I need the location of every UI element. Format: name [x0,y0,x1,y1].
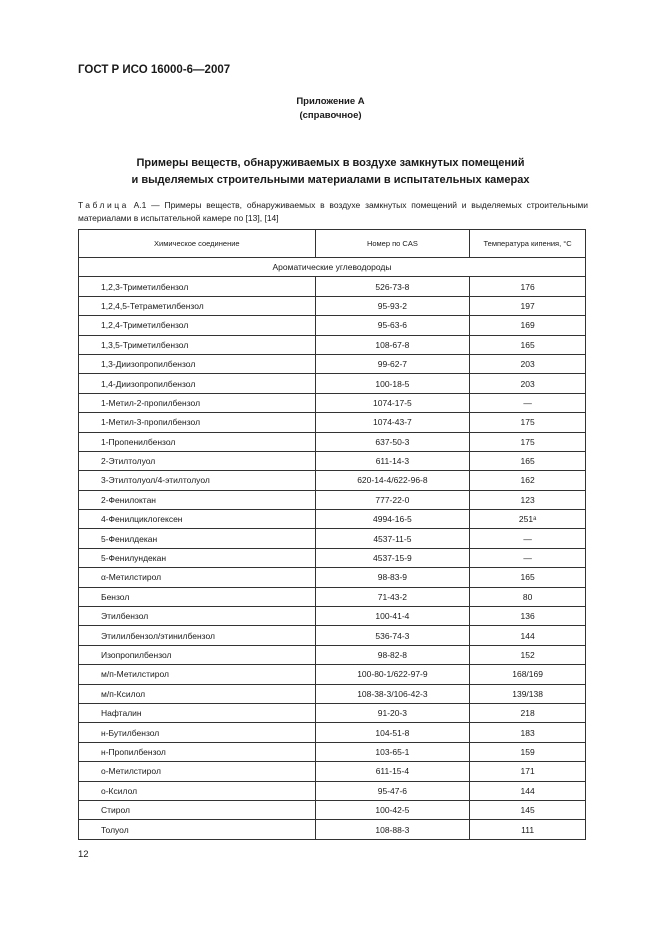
compound-name-cell: Бензол [79,587,316,606]
boiling-point-cell: 136 [470,607,586,626]
group-row [79,258,586,277]
table-row [79,374,586,393]
boiling-point-cell: 251ᵃ [470,510,586,529]
compound-name-cell: Толуол [79,820,316,839]
cas-number-cell: 108-67-8 [315,335,470,354]
boiling-point-cell: 218 [470,703,586,722]
cas-number-cell: 71-43-2 [315,587,470,606]
cas-number-cell: 95-63-6 [315,316,470,335]
table-row [79,645,586,664]
boiling-point-cell: 175 [470,432,586,451]
cas-number-cell: 95-47-6 [315,781,470,800]
compound-name-cell: 4-Фенилциклогексен [79,510,316,529]
caption-label: Таблица [78,200,129,210]
table-row [79,471,586,490]
compound-name-cell: α-Метилстирол [79,568,316,587]
compound-name-cell: Этилбензол [79,607,316,626]
table-row [79,723,586,742]
table-row [79,703,586,722]
table-row [79,820,586,839]
section-title [0,155,661,189]
compound-name-cell: 2-Фенилоктан [79,490,316,509]
boiling-point-cell: 139/138 [470,684,586,703]
cas-number-cell: 536-74-3 [315,626,470,645]
caption-text: А.1 — Примеры веществ, обнаруживаемых в воздухе замкнутых помещений и выделяемых строительными материалами в испытательной камере по [13], [14] [78,200,588,223]
boiling-point-cell: — [470,529,586,548]
compound-name-cell: 1,2,4,5-Тетраметилбензол [79,296,316,315]
table-row [79,354,586,373]
table-row [79,277,586,296]
group-label: Ароматические углеводороды [79,258,586,277]
boiling-point-cell: 123 [470,490,586,509]
document-header: ГОСТ Р ИСО 16000-6—2007 [78,64,231,76]
table-row [79,335,586,354]
cas-number-cell: 100-18-5 [315,374,470,393]
compound-name-cell: 1,3-Диизопропилбензол [79,354,316,373]
boiling-point-cell: 168/169 [470,665,586,684]
cas-number-cell: 611-15-4 [315,762,470,781]
table-row [79,684,586,703]
boiling-point-cell: 165 [470,451,586,470]
cas-number-cell: 108-88-3 [315,820,470,839]
column-header-compound: Химическое соединение [79,230,316,258]
table-row [79,432,586,451]
boiling-point-cell: 176 [470,277,586,296]
title-line-1: Примеры веществ, обнаруживаемых в воздухе замкнутых помещений [136,157,525,169]
table-row [79,568,586,587]
cas-number-cell: 1074-17-5 [315,393,470,412]
compound-name-cell: 2-Этилтолуол [79,451,316,470]
boiling-point-cell: 175 [470,413,586,432]
cas-number-cell: 4537-15-9 [315,548,470,567]
boiling-point-cell: 203 [470,354,586,373]
compound-name-cell: н-Пропилбензол [79,742,316,761]
compound-name-cell: н-Бутилбензол [79,723,316,742]
annex-heading [0,95,661,123]
compound-name-cell: 1-Метил-2-пропилбензол [79,393,316,412]
cas-number-cell: 98-82-8 [315,645,470,664]
boiling-point-cell: 165 [470,568,586,587]
cas-number-cell: 103-65-1 [315,742,470,761]
cas-number-cell: 4994-16-5 [315,510,470,529]
table-row [79,393,586,412]
boiling-point-cell: 165 [470,335,586,354]
boiling-point-cell: 111 [470,820,586,839]
boiling-point-cell: 197 [470,296,586,315]
compound-name-cell: о-Метилстирол [79,762,316,781]
cas-number-cell: 100-42-5 [315,800,470,819]
compound-name-cell: 1,3,5-Триметилбензол [79,335,316,354]
compound-name-cell: 5-Фенилдекан [79,529,316,548]
annex-note: (справочное) [299,110,362,121]
cas-number-cell: 104-51-8 [315,723,470,742]
column-header-cas: Номер по CAS [315,230,470,258]
table-row [79,742,586,761]
boiling-point-cell: — [470,393,586,412]
boiling-point-cell: 162 [470,471,586,490]
compound-name-cell: Нафталин [79,703,316,722]
boiling-point-cell: 144 [470,781,586,800]
compound-name-cell: 1-Метил-3-пропилбензол [79,413,316,432]
cas-number-cell: 1074-43-7 [315,413,470,432]
cas-number-cell: 95-93-2 [315,296,470,315]
cas-number-cell: 526-73-8 [315,277,470,296]
substances-table [78,229,586,840]
cas-number-cell: 100-41-4 [315,607,470,626]
table-row [79,800,586,819]
table-row [79,316,586,335]
table-row [79,529,586,548]
table-row [79,296,586,315]
boiling-point-cell: 152 [470,645,586,664]
cas-number-cell: 100-80-1/622-97-9 [315,665,470,684]
cas-number-cell: 4537-11-5 [315,529,470,548]
table-row [79,510,586,529]
cas-number-cell: 611-14-3 [315,451,470,470]
compound-name-cell: 1,2,4-Триметилбензол [79,316,316,335]
table-row [79,762,586,781]
compound-name-cell: м/п-Метилстирол [79,665,316,684]
table-header-row [79,230,586,258]
boiling-point-cell: 203 [470,374,586,393]
boiling-point-cell: 171 [470,762,586,781]
boiling-point-cell: 159 [470,742,586,761]
boiling-point-cell: 144 [470,626,586,645]
table-row [79,781,586,800]
compound-name-cell: 1,2,3-Триметилбензол [79,277,316,296]
cas-number-cell: 99-62-7 [315,354,470,373]
annex-title: Приложение А [296,96,365,107]
cas-number-cell: 637-50-3 [315,432,470,451]
compound-name-cell: Стирол [79,800,316,819]
boiling-point-cell: 145 [470,800,586,819]
boiling-point-cell: 183 [470,723,586,742]
cas-number-cell: 620-14-4/622-96-8 [315,471,470,490]
compound-name-cell: Изопропилбензол [79,645,316,664]
compound-name-cell: 3-Этилтолуол/4-этилтолуол [79,471,316,490]
compound-name-cell: м/п-Ксилол [79,684,316,703]
table-row [79,548,586,567]
cas-number-cell: 91-20-3 [315,703,470,722]
cas-number-cell: 98-83-9 [315,568,470,587]
table-row [79,665,586,684]
compound-name-cell: Этилилбензол/этинилбензол [79,626,316,645]
boiling-point-cell: — [470,548,586,567]
compound-name-cell: 5-Фенилундекан [79,548,316,567]
compound-name-cell: 1,4-Диизопропилбензол [79,374,316,393]
table-row [79,626,586,645]
table-row [79,413,586,432]
table-row [79,587,586,606]
table-row [79,451,586,470]
table-row [79,490,586,509]
boiling-point-cell: 169 [470,316,586,335]
compound-name-cell: о-Ксилол [79,781,316,800]
compound-name-cell: 1-Пропенилбензол [79,432,316,451]
table-caption [78,199,588,225]
column-header-boiling-point: Температура кипения, °С [470,230,586,258]
boiling-point-cell: 80 [470,587,586,606]
cas-number-cell: 777-22-0 [315,490,470,509]
cas-number-cell: 108-38-3/106-42-3 [315,684,470,703]
title-line-2: и выделяемых строительными материалами в испытательных камерах [131,174,530,186]
page-number: 12 [78,849,89,860]
table-row [79,607,586,626]
